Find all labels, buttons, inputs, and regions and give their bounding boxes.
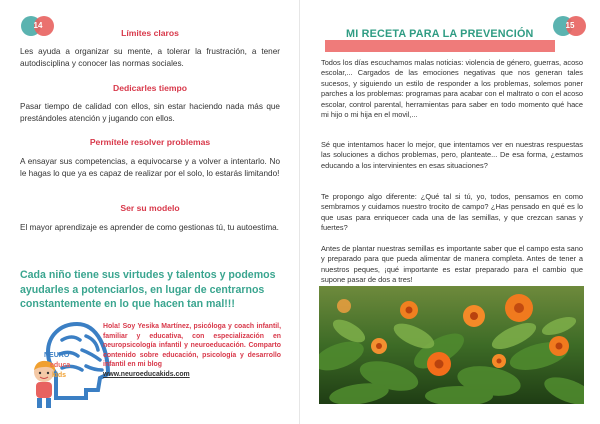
section-heading: Permítele resolver problemas [89,137,211,147]
section-text: A ensayar sus competencias, a equivocarse y a volver a intentarlo. No le hagas lo que ya es capaz de realizar por el solo, lo estarás limitando! [20,157,280,178]
page-title: MI RECETA PARA LA PREVENCIÓN [346,28,534,40]
section-heading: Dedicarles tiempo [112,83,188,93]
author-bio-text: Hola! Soy Yesika Martínez, psicóloga y coach infantil, familiar y educativa, con especialización en neuropsicología infantil y neuroeducación. Comparto contenido sobre educación, psicología y desarrollo infantil en mi blog [103,323,281,369]
page-number-badge [553,16,587,36]
section-text: El mayor aprendizaje es aprender de como gestionas tú, tu autoestima. [20,223,279,232]
body-paragraph: Te propongo algo diferente: ¿Qué tal si tú, yo, todos, pensamos en como sembramos y cuidamos nuestro trocito de campo? ¿Has pensado en qué es lo que usas para enriquecer cada una de las semillas, y que crezcan sanas y fuertes? [321,192,583,233]
neuroeducakids-logo [28,318,114,414]
body-paragraph: Antes de plantar nuestras semillas es importante saber que el campo esta sano y preparado para que pueda alimentar de manera completa. Antes de tener a nuestros peques, ¡qué importante es estar preparado para el cambio que supone pasar de dos a tres! [321,244,583,285]
body-paragraph: Todos los días escuchamos malas noticias: violencia de género, guerras, acoso escolar,... Cargados de las emociones negativas que nos generan tales sucesos, y siguiendo un estilo de responder a los problemas, solemos poner parches a los problemas: programas para acabar con el maltrato o con el acoso escolar, control parental, herramientas para saber en todo momento qué hace mi hijo o mi hija en el movil,... [321,58,583,120]
page-number: 15 [565,21,575,30]
section-text: Les ayuda a organizar su mente, a tolerar la frustración, a tener autodisciplina y conocer las normas sociales. [20,47,280,68]
page-title-block [325,26,555,52]
page-number: 14 [33,21,43,30]
title-underline-bar [325,40,555,52]
section-heading: Ser su modelo [120,203,180,213]
body-paragraph: Sé que intentamos hacer lo mejor, que intentamos ver en nuestras respuestas las soluciones a dichos problemas, pero, planteate... De esa forma, ¿estamos educando a los intervinientes en esas situaciones? [321,140,583,170]
logo-word-educa: educa [50,362,71,369]
section-heading: Límites claros [121,28,179,38]
flowers-icon [319,286,584,404]
section-text: Pasar tiempo de calidad con ellos, sin estar haciendo nada más que prestándoles atención y jugando con ellos. [20,102,280,123]
author-bio [103,322,281,380]
blog-link[interactable]: www.neuroeducakids.com [103,370,190,378]
logo-word-neuro: NEURO [44,352,70,359]
flower-garden-photo [319,286,584,404]
highlight-quote: Cada niño tiene sus virtudes y talentos y podemos ayudarles a potenciarlos, en lugar de centrarnos constantemente en lo que hacen tan mal!!! [20,269,276,310]
right-page [300,0,600,424]
logo-word-kids: kids [52,372,67,379]
